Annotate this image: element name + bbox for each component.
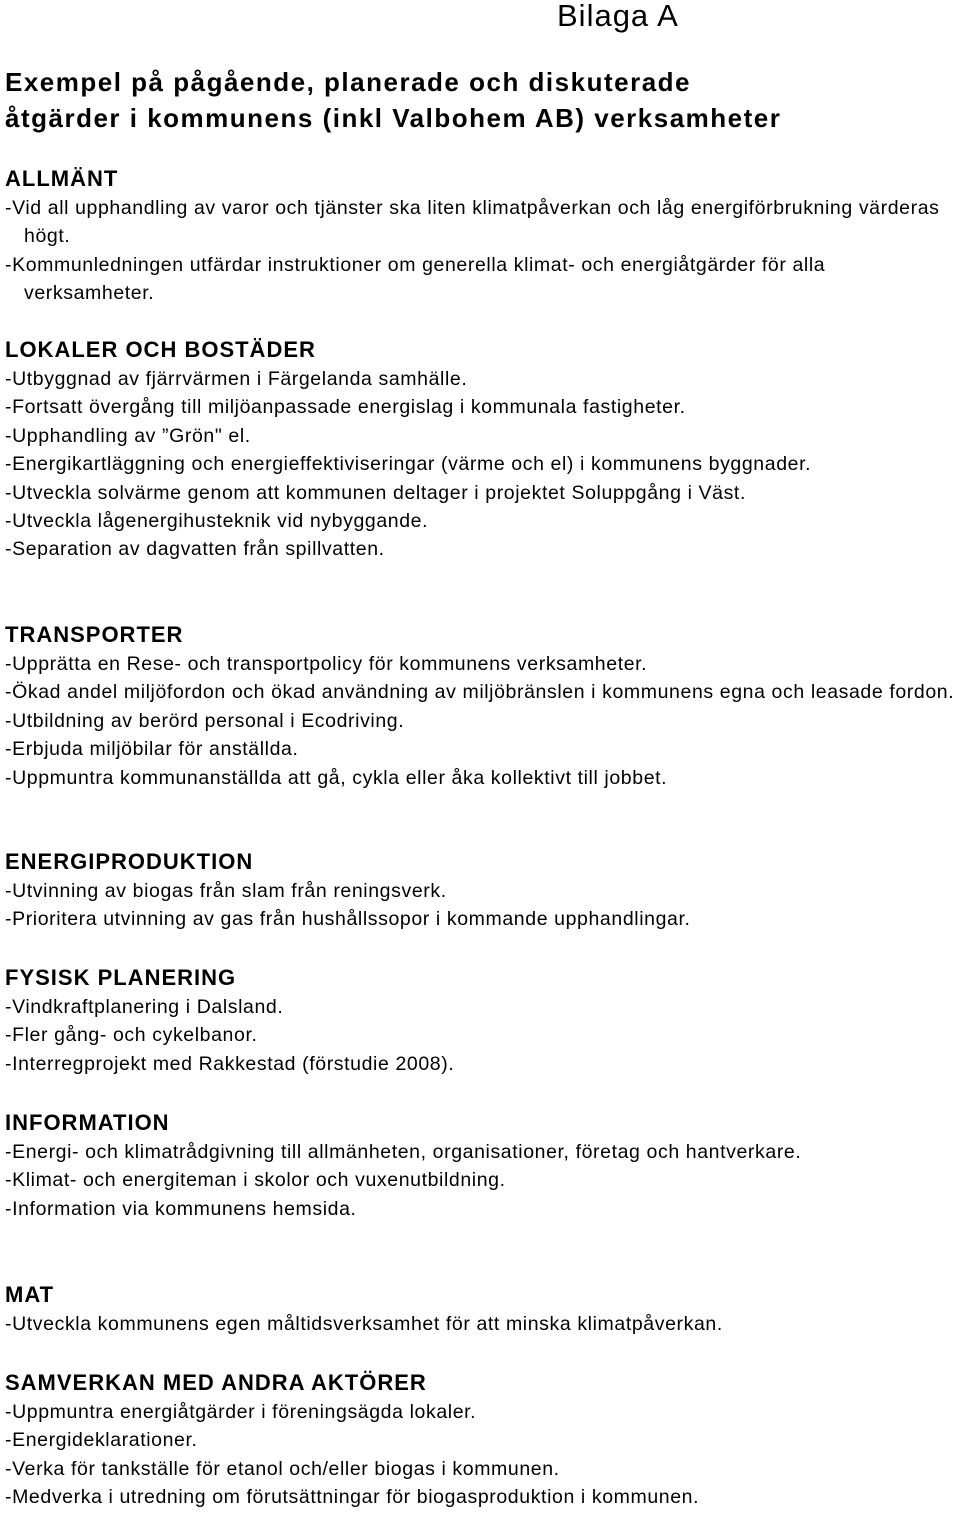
list-item: -Uppmuntra kommunanställda att gå, cykla eller åka kollektivt till jobbet.: [5, 766, 668, 789]
list-item: -Fortsatt övergång till miljöanpassade energislag i kommunala fastigheter.: [5, 396, 686, 419]
section-heading: ALLMÄNT: [5, 166, 119, 191]
section-heading: INFORMATION: [5, 1110, 170, 1135]
list-item: -Klimat- och energiteman i skolor och vuxenutbildning.: [5, 1169, 506, 1192]
section-heading: MAT: [5, 1282, 55, 1307]
section-mat: [5, 1281, 955, 1338]
section-energiproduktion: [5, 848, 955, 934]
section-lokaler-och-bostader: [5, 336, 955, 564]
document-title: [5, 64, 955, 136]
section-heading: LOKALER OCH BOSTÄDER: [5, 337, 316, 362]
list-item: -Utbyggnad av fjärrvärmen i Färgelanda samhälle.: [5, 368, 468, 390]
document-title-line-1: Exempel på pågående, planerade och diskuterade: [5, 67, 691, 97]
list-item: -Utvinning av biogas från slam från reningsverk.: [5, 880, 447, 902]
section-list: [5, 1138, 955, 1223]
list-item: -Medverka i utredning om förutsättningar för biogasproduktion i kommunen.: [5, 1486, 700, 1509]
list-item: -Prioritera utvinning av gas från hushållssopor i kommande upphandlingar.: [5, 908, 691, 931]
list-item: -Ökad andel miljöfordon och ökad användning av miljöbränslen i kommunens egna och leasade fordon.: [5, 681, 955, 704]
section-heading: SAMVERKAN MED ANDRA AKTÖRER: [5, 1370, 427, 1395]
list-item: -Upprätta en Rese- och transportpolicy för kommunens verksamheter.: [5, 653, 648, 675]
list-item: -Energideklarationer.: [5, 1429, 198, 1452]
section-samverkan-med-andra-aktorer: [5, 1369, 955, 1512]
list-item: -Interregprojekt med Rakkestad (förstudie 2008).: [5, 1052, 455, 1075]
list-item: -Utveckla lågenergihusteknik vid nybyggande.: [5, 510, 429, 533]
list-item: -Uppmuntra energiåtgärder i föreningsägda lokaler.: [5, 1401, 477, 1423]
section-heading: FYSISK PLANERING: [5, 965, 237, 990]
list-item: -Verka för tankställe för etanol och/eller biogas i kommunen.: [5, 1457, 560, 1480]
list-item: -Energi- och klimatrådgivning till allmänheten, organisationer, företag och hantverkare.: [5, 1141, 802, 1163]
section-transporter: [5, 621, 955, 792]
document-title-line-2: åtgärder i kommunens (inkl Valbohem AB) verksamheter: [5, 103, 782, 133]
list-item: -Separation av dagvatten från spillvatten.: [5, 538, 385, 561]
section-information: [5, 1109, 955, 1223]
section-list: [5, 365, 955, 564]
list-item: -Information via kommunens hemsida.: [5, 1197, 357, 1220]
section-allmant: [5, 165, 955, 308]
section-list: [5, 993, 955, 1078]
list-item: -Energikartläggning och energieffektiviseringar (värme och el) i kommunens byggnader.: [5, 453, 812, 476]
section-list: [5, 877, 955, 934]
section-list: [5, 650, 955, 792]
list-item: -Kommunledningen utfärdar instruktioner om generella klimat- och energiåtgärder för alla verksamheter.: [5, 253, 826, 305]
section-list: [5, 194, 955, 308]
list-item: -Utveckla solvärme genom att kommunen deltager i projektet Soluppgång i Väst.: [5, 481, 746, 504]
section-list: [5, 1398, 955, 1512]
list-item: -Fler gång- och cykelbanor.: [5, 1024, 258, 1047]
list-item: -Vid all upphandling av varor och tjänster ska liten klimatpåverkan och låg energiförbrukning värderas högt.: [5, 197, 940, 248]
list-item: -Utveckla kommunens egen måltidsverksamhet för att minska klimatpåverkan.: [5, 1313, 723, 1335]
list-item: -Vindkraftplanering i Dalsland.: [5, 996, 284, 1018]
section-heading: ENERGIPRODUKTION: [5, 849, 254, 874]
section-list: [5, 1310, 955, 1338]
section-heading: TRANSPORTER: [5, 622, 184, 647]
list-item: -Utbildning av berörd personal i Ecodriving.: [5, 709, 405, 732]
section-fysisk-planering: [5, 964, 955, 1078]
list-item: -Erbjuda miljöbilar för anställda.: [5, 738, 299, 761]
appendix-label: Bilaga A: [557, 0, 679, 33]
list-item: -Upphandling av ”Grön" el.: [5, 424, 251, 447]
